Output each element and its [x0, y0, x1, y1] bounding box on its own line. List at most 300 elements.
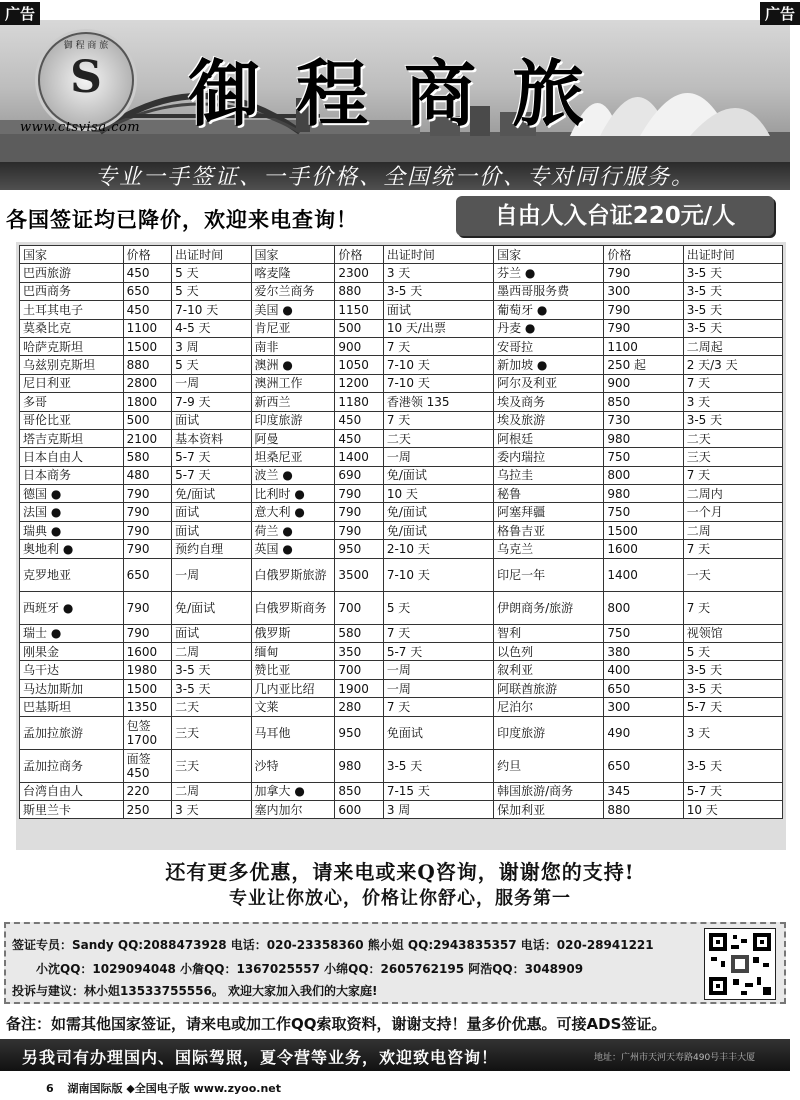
- table-cell: 1900: [335, 679, 384, 697]
- table-cell: 10 天/出票: [383, 319, 493, 337]
- table-cell: 490: [604, 716, 683, 749]
- table-cell: 荷兰 ●: [251, 521, 335, 539]
- table-cell: 免/面试: [172, 485, 251, 503]
- table-cell: 7 天: [383, 698, 493, 716]
- table-cell: 三天: [172, 749, 251, 782]
- page-footer: [46, 1080, 281, 1096]
- table-row: [20, 282, 783, 300]
- table-cell: 新加坡 ●: [494, 356, 604, 374]
- table-cell: 600: [335, 800, 384, 818]
- table-cell: 790: [123, 485, 172, 503]
- table-cell: 3-5 天: [683, 319, 782, 337]
- table-cell: 阿联酋旅游: [494, 679, 604, 697]
- header-banner: [0, 20, 790, 190]
- table-cell: 印尼一年: [494, 558, 604, 591]
- table-cell: 瑞典 ●: [20, 521, 124, 539]
- table-cell: 3-5 天: [172, 679, 251, 697]
- address-text: 地址：广州市天河天寿路490号丰丰大厦: [594, 1053, 756, 1063]
- table-cell: 多哥: [20, 393, 124, 411]
- table-cell: 免/面试: [383, 521, 493, 539]
- table-cell: 一天: [683, 558, 782, 591]
- table-cell: 二周内: [683, 485, 782, 503]
- table-cell: 日本自由人: [20, 448, 124, 466]
- table-row: [20, 429, 783, 447]
- table-cell: 450: [335, 411, 384, 429]
- table-cell: 巴西旅游: [20, 264, 124, 282]
- table-cell: 220: [123, 782, 172, 800]
- table-cell: 480: [123, 466, 172, 484]
- table-cell: 2-10 天: [383, 540, 493, 558]
- table-cell: 3-5 天: [683, 661, 782, 679]
- table-cell: 300: [604, 698, 683, 716]
- table-cell: 3 天: [383, 264, 493, 282]
- table-cell: 500: [335, 319, 384, 337]
- table-cell: 880: [123, 356, 172, 374]
- table-row: [20, 393, 783, 411]
- table-cell: 300: [604, 282, 683, 300]
- table-cell: 爱尔兰商务: [251, 282, 335, 300]
- table-cell: 免面试: [383, 716, 493, 749]
- table-row: [20, 661, 783, 679]
- table-cell: 3-5 天: [683, 679, 782, 697]
- table-cell: 850: [604, 393, 683, 411]
- table-cell: 法国 ●: [20, 503, 124, 521]
- table-cell: 赞比亚: [251, 661, 335, 679]
- brand-title: 御程商旅: [188, 51, 621, 136]
- table-cell: 基本资料: [172, 429, 251, 447]
- table-cell: 伊朗商务/旅游: [494, 591, 604, 624]
- table-row: [20, 485, 783, 503]
- table-cell: 3 周: [383, 800, 493, 818]
- table-cell: 5-7 天: [383, 643, 493, 661]
- table-cell: 一个月: [683, 503, 782, 521]
- table-cell: 奥地利 ●: [20, 540, 124, 558]
- table-cell: 700: [335, 661, 384, 679]
- table-cell: 1980: [123, 661, 172, 679]
- table-cell: 5-7 天: [683, 782, 782, 800]
- company-logo: [38, 32, 134, 128]
- column-header: 出证时间: [383, 246, 493, 264]
- table-cell: 芬兰 ●: [494, 264, 604, 282]
- column-header: 国家: [251, 246, 335, 264]
- table-cell: 350: [335, 643, 384, 661]
- column-header: 价格: [123, 246, 172, 264]
- column-header: 国家: [20, 246, 124, 264]
- table-row: [20, 540, 783, 558]
- table-row: [20, 716, 783, 749]
- table-cell: 3-5 天: [172, 661, 251, 679]
- table-cell: 白俄罗斯旅游: [251, 558, 335, 591]
- table-cell: 免/面试: [383, 466, 493, 484]
- table-cell: 刚果金: [20, 643, 124, 661]
- table-cell: 7 天: [383, 411, 493, 429]
- table-cell: 肯尼亚: [251, 319, 335, 337]
- table-cell: 790: [335, 485, 384, 503]
- table-cell: 面试: [172, 521, 251, 539]
- table-cell: 1500: [123, 337, 172, 355]
- column-header: 价格: [335, 246, 384, 264]
- table-cell: 650: [123, 282, 172, 300]
- table-row: [20, 749, 783, 782]
- table-cell: 880: [604, 800, 683, 818]
- table-cell: 日本商务: [20, 466, 124, 484]
- table-cell: 450: [335, 429, 384, 447]
- table-cell: 790: [123, 540, 172, 558]
- table-cell: 790: [335, 521, 384, 539]
- table-cell: 500: [123, 411, 172, 429]
- table-cell: 650: [604, 679, 683, 697]
- table-cell: 土耳其电子: [20, 301, 124, 319]
- table-cell: 德国 ●: [20, 485, 124, 503]
- table-cell: 3-5 天: [383, 282, 493, 300]
- table-cell: 3-5 天: [683, 411, 782, 429]
- table-cell: 450: [123, 264, 172, 282]
- table-cell: 690: [335, 466, 384, 484]
- table-cell: 3500: [335, 558, 384, 591]
- table-cell: 一周: [383, 661, 493, 679]
- column-header: 出证时间: [683, 246, 782, 264]
- table-cell: 650: [123, 558, 172, 591]
- table-row: [20, 374, 783, 392]
- table-header-row: [20, 246, 783, 264]
- table-cell: 墨西哥服务费: [494, 282, 604, 300]
- table-cell: 280: [335, 698, 384, 716]
- table-cell: 1500: [604, 521, 683, 539]
- table-cell: 西班牙 ●: [20, 591, 124, 624]
- table-cell: 尼泊尔: [494, 698, 604, 716]
- table-cell: 阿根廷: [494, 429, 604, 447]
- table-cell: 印度旅游: [494, 716, 604, 749]
- table-cell: 3-5 天: [383, 749, 493, 782]
- table-cell: 英国 ●: [251, 540, 335, 558]
- table-cell: 面签 450: [123, 749, 172, 782]
- contact-line-3: 投诉与建议：林小姐13533755556。 欢迎大家加入我们的大家庭!: [12, 984, 378, 998]
- table-cell: 750: [604, 624, 683, 642]
- table-cell: 400: [604, 661, 683, 679]
- table-cell: 790: [123, 591, 172, 624]
- table-cell: 印度旅游: [251, 411, 335, 429]
- table-cell: 二天: [383, 429, 493, 447]
- table-cell: 7 天: [683, 374, 782, 392]
- table-cell: 3-5 天: [683, 749, 782, 782]
- table-cell: 900: [604, 374, 683, 392]
- bottom-banner: [0, 1039, 790, 1071]
- table-cell: 三天: [172, 716, 251, 749]
- table-cell: 10 天: [683, 800, 782, 818]
- table-row: [20, 448, 783, 466]
- table-cell: 380: [604, 643, 683, 661]
- table-cell: 一周: [383, 448, 493, 466]
- table-cell: 波兰 ●: [251, 466, 335, 484]
- table-row: [20, 264, 783, 282]
- contact-line-2: 小沈QQ：1029094048 小詹QQ：1367025557 小绵QQ：2605762195 阿浩QQ：3048909: [36, 962, 584, 976]
- table-cell: 850: [335, 782, 384, 800]
- other-services-text: 另我司有办理国内、国际驾照，夏令营等业务，欢迎致电咨询！: [22, 1048, 499, 1067]
- column-header: 国家: [494, 246, 604, 264]
- headline: 各国签证均已降价，欢迎来电查询！: [6, 208, 358, 232]
- table-cell: 丹麦 ●: [494, 319, 604, 337]
- table-cell: 10 天: [383, 485, 493, 503]
- table-cell: 二周: [172, 782, 251, 800]
- table-cell: 5 天: [172, 264, 251, 282]
- table-cell: 俄罗斯: [251, 624, 335, 642]
- logo-ring-text: 御 程 商 旅: [63, 41, 109, 51]
- table-cell: 包签 1700: [123, 716, 172, 749]
- table-cell: 哈萨克斯坦: [20, 337, 124, 355]
- table-cell: 800: [604, 466, 683, 484]
- remarks-note: 备注：如需其他国家签证，请来电或加工作QQ索取资料，谢谢支持！量多价优惠。可接ADS签证。: [6, 1015, 667, 1033]
- table-cell: 预约自理: [172, 540, 251, 558]
- table-cell: 巴西商务: [20, 282, 124, 300]
- table-cell: 750: [604, 448, 683, 466]
- table-row: [20, 319, 783, 337]
- table-cell: 7-10 天: [383, 374, 493, 392]
- table-cell: 250 起: [604, 356, 683, 374]
- logo-symbol: S: [70, 52, 102, 103]
- table-cell: 5 天: [683, 643, 782, 661]
- table-cell: 瑞士 ●: [20, 624, 124, 642]
- table-cell: 比利时 ●: [251, 485, 335, 503]
- table-row: [20, 782, 783, 800]
- table-cell: 950: [335, 540, 384, 558]
- table-cell: 埃及商务: [494, 393, 604, 411]
- table-cell: 980: [604, 429, 683, 447]
- table-cell: 7-10 天: [383, 356, 493, 374]
- table-cell: 巴基斯坦: [20, 698, 124, 716]
- table-cell: 克罗地亚: [20, 558, 124, 591]
- table-row: [20, 466, 783, 484]
- visa-price-table-frame: [16, 242, 786, 850]
- table-cell: 约旦: [494, 749, 604, 782]
- more-offers-text: 还有更多优惠，请来电或来Q咨询，谢谢您的支持!: [165, 860, 635, 884]
- table-cell: 1200: [335, 374, 384, 392]
- table-row: [20, 411, 783, 429]
- table-cell: 3 天: [172, 800, 251, 818]
- table-cell: 1500: [123, 679, 172, 697]
- table-cell: 澳洲工作: [251, 374, 335, 392]
- table-cell: 二周起: [683, 337, 782, 355]
- table-cell: 7 天: [383, 337, 493, 355]
- table-cell: 二周: [683, 521, 782, 539]
- visa-price-table: [19, 245, 783, 819]
- table-row: [20, 679, 783, 697]
- website-link[interactable]: www.ctsvisa.com: [20, 120, 141, 135]
- table-cell: 几内亚比绍: [251, 679, 335, 697]
- table-cell: 乌兹别克斯坦: [20, 356, 124, 374]
- footer-site[interactable]: ◆全国电子版 www.zyoo.net: [126, 1082, 282, 1095]
- table-cell: 阿塞拜疆: [494, 503, 604, 521]
- table-cell: 二天: [172, 698, 251, 716]
- table-cell: 一周: [383, 679, 493, 697]
- table-cell: 750: [604, 503, 683, 521]
- table-cell: 孟加拉商务: [20, 749, 124, 782]
- table-cell: 乌拉圭: [494, 466, 604, 484]
- table-cell: 730: [604, 411, 683, 429]
- table-cell: 3-5 天: [683, 264, 782, 282]
- table-cell: 650: [604, 749, 683, 782]
- table-cell: 南非: [251, 337, 335, 355]
- table-row: [20, 643, 783, 661]
- table-cell: 3 天: [683, 393, 782, 411]
- table-cell: 450: [123, 301, 172, 319]
- table-cell: 1100: [123, 319, 172, 337]
- table-cell: 三天: [683, 448, 782, 466]
- table-cell: 980: [604, 485, 683, 503]
- table-cell: 斯里兰卡: [20, 800, 124, 818]
- qr-code-icon[interactable]: [704, 928, 776, 1000]
- table-cell: 乌克兰: [494, 540, 604, 558]
- ad-label-right: 广告: [760, 2, 800, 25]
- table-row: [20, 800, 783, 818]
- table-cell: 视领馆: [683, 624, 782, 642]
- table-cell: 马耳他: [251, 716, 335, 749]
- table-cell: 950: [335, 716, 384, 749]
- table-cell: 1400: [604, 558, 683, 591]
- table-row: [20, 301, 783, 319]
- table-cell: 790: [604, 301, 683, 319]
- tagline: 专业让你放心，价格让你舒心，服务第一: [229, 888, 571, 909]
- table-cell: 1800: [123, 393, 172, 411]
- table-cell: 345: [604, 782, 683, 800]
- table-row: [20, 624, 783, 642]
- table-cell: 1180: [335, 393, 384, 411]
- table-cell: 7-10 天: [383, 558, 493, 591]
- table-cell: 800: [604, 591, 683, 624]
- table-cell: 加拿大 ●: [251, 782, 335, 800]
- table-row: [20, 503, 783, 521]
- contact-box: [4, 922, 786, 1004]
- table-cell: 缅甸: [251, 643, 335, 661]
- table-cell: 二周: [172, 643, 251, 661]
- table-cell: 韩国旅游/商务: [494, 782, 604, 800]
- table-cell: 塞内加尔: [251, 800, 335, 818]
- table-cell: 面试: [383, 301, 493, 319]
- table-cell: 5-7 天: [172, 466, 251, 484]
- table-cell: 790: [123, 521, 172, 539]
- table-cell: 900: [335, 337, 384, 355]
- table-cell: 3 天: [683, 716, 782, 749]
- table-cell: 3-5 天: [683, 301, 782, 319]
- table-cell: 5 天: [172, 356, 251, 374]
- table-cell: 7 天: [383, 624, 493, 642]
- taiwan-offer-badge: 自由人入台证220元/人: [456, 196, 774, 236]
- table-cell: 5-7 天: [683, 698, 782, 716]
- table-cell: 880: [335, 282, 384, 300]
- table-cell: 智利: [494, 624, 604, 642]
- table-cell: 1600: [604, 540, 683, 558]
- table-cell: 喀麦隆: [251, 264, 335, 282]
- table-cell: 面试: [172, 411, 251, 429]
- table-cell: 5 天: [172, 282, 251, 300]
- table-row: [20, 591, 783, 624]
- table-cell: 二天: [683, 429, 782, 447]
- table-cell: 700: [335, 591, 384, 624]
- table-cell: 2100: [123, 429, 172, 447]
- table-cell: 孟加拉旅游: [20, 716, 124, 749]
- table-cell: 安哥拉: [494, 337, 604, 355]
- table-row: [20, 337, 783, 355]
- table-cell: 1400: [335, 448, 384, 466]
- table-cell: 4-5 天: [172, 319, 251, 337]
- table-cell: 台湾自由人: [20, 782, 124, 800]
- table-cell: 790: [604, 264, 683, 282]
- table-cell: 7 天: [683, 591, 782, 624]
- table-cell: 塔吉克斯坦: [20, 429, 124, 447]
- table-cell: 7 天: [683, 540, 782, 558]
- column-header: 价格: [604, 246, 683, 264]
- table-cell: 1600: [123, 643, 172, 661]
- table-cell: 阿尔及利亚: [494, 374, 604, 392]
- table-cell: 2 天/3 天: [683, 356, 782, 374]
- page-number: 6: [46, 1082, 54, 1095]
- table-cell: 美国 ●: [251, 301, 335, 319]
- table-cell: 3 周: [172, 337, 251, 355]
- table-cell: 790: [123, 503, 172, 521]
- table-cell: 580: [335, 624, 384, 642]
- table-cell: 坦桑尼亚: [251, 448, 335, 466]
- table-cell: 沙特: [251, 749, 335, 782]
- table-cell: 3-5 天: [683, 282, 782, 300]
- table-cell: 马达加斯加: [20, 679, 124, 697]
- table-cell: 一周: [172, 374, 251, 392]
- table-cell: 格鲁吉亚: [494, 521, 604, 539]
- table-cell: 1150: [335, 301, 384, 319]
- table-row: [20, 356, 783, 374]
- table-cell: 250: [123, 800, 172, 818]
- table-cell: 790: [123, 624, 172, 642]
- table-cell: 7-10 天: [172, 301, 251, 319]
- table-cell: 委内瑞拉: [494, 448, 604, 466]
- contact-line-1: 签证专员：Sandy QQ:2088473928 电话：020-23358360 熊小姐 QQ:2943835357 电话：020-28941221: [12, 938, 654, 952]
- table-cell: 埃及旅游: [494, 411, 604, 429]
- table-cell: 5 天: [383, 591, 493, 624]
- table-cell: 580: [123, 448, 172, 466]
- table-cell: 尼日利亚: [20, 374, 124, 392]
- table-cell: 2800: [123, 374, 172, 392]
- table-cell: 以色列: [494, 643, 604, 661]
- table-row: [20, 698, 783, 716]
- table-cell: 7-9 天: [172, 393, 251, 411]
- column-header: 出证时间: [172, 246, 251, 264]
- table-cell: 澳洲 ●: [251, 356, 335, 374]
- table-cell: 面试: [172, 624, 251, 642]
- ad-label-left: 广告: [0, 2, 40, 25]
- table-cell: 一周: [172, 558, 251, 591]
- table-cell: 新西兰: [251, 393, 335, 411]
- table-cell: 面试: [172, 503, 251, 521]
- table-row: [20, 521, 783, 539]
- footer-section: 湖南国际版: [67, 1082, 123, 1095]
- table-cell: 980: [335, 749, 384, 782]
- table-cell: 文莱: [251, 698, 335, 716]
- table-cell: 5-7 天: [172, 448, 251, 466]
- table-cell: 保加利亚: [494, 800, 604, 818]
- table-cell: 790: [604, 319, 683, 337]
- table-cell: 7 天: [683, 466, 782, 484]
- table-cell: 免/面试: [172, 591, 251, 624]
- table-cell: 2300: [335, 264, 384, 282]
- table-cell: 免/面试: [383, 503, 493, 521]
- table-cell: 1100: [604, 337, 683, 355]
- table-cell: 意大利 ●: [251, 503, 335, 521]
- table-cell: 莫桑比克: [20, 319, 124, 337]
- table-cell: 香港领 135: [383, 393, 493, 411]
- table-cell: 乌干达: [20, 661, 124, 679]
- table-cell: 秘鲁: [494, 485, 604, 503]
- table-cell: 阿曼: [251, 429, 335, 447]
- table-cell: 790: [335, 503, 384, 521]
- slogan: 专业一手签证、一手价格、全国统一价、专对同行服务。: [0, 162, 790, 190]
